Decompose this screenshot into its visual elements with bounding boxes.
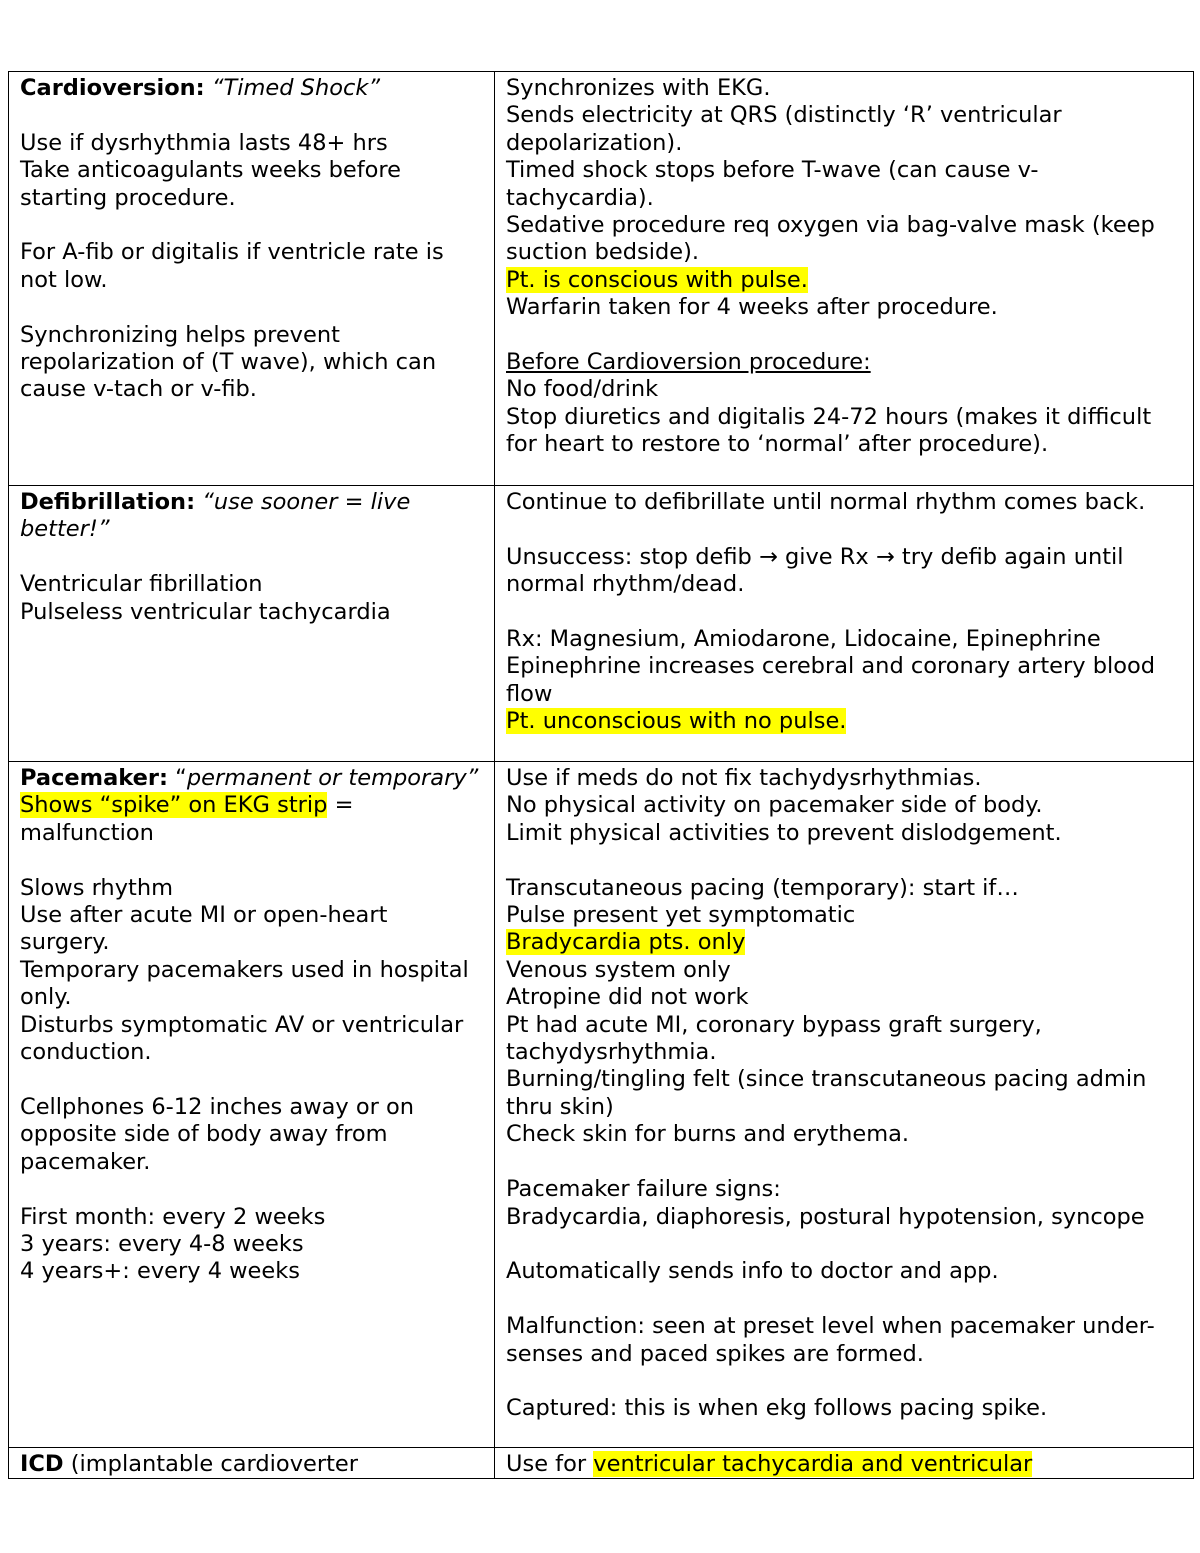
- text-line: [506, 1395, 1183, 1422]
- text-line: [506, 929, 1183, 956]
- text-span: Unsuccess: stop defib → give Rx → try defib again until normal rhythm/dead.: [506, 543, 1131, 598]
- text-line: [506, 212, 1183, 267]
- text-span: Pacemaker:: [20, 765, 169, 791]
- text-line: [20, 571, 484, 598]
- text-line: [20, 765, 484, 792]
- text-line: [506, 1451, 1183, 1478]
- text-line: [506, 820, 1183, 847]
- text-span: “: [168, 765, 187, 791]
- text-line: [20, 102, 484, 129]
- text-line: [506, 1313, 1183, 1368]
- cell-defibrillation-topic: [9, 486, 495, 762]
- text-span: Continue to defibrillate until normal rhythm comes back.: [506, 489, 1146, 515]
- text-span: Venous system only: [506, 956, 731, 983]
- text-line: [506, 1066, 1183, 1121]
- cell-icd-topic: [9, 1448, 495, 1479]
- text-line: [20, 847, 484, 874]
- text-line: [20, 792, 484, 847]
- text-span: Slows rhythm: [20, 874, 174, 901]
- cell-pacemaker-topic: [9, 762, 495, 1448]
- text-line: [506, 75, 1183, 102]
- text-line: [506, 267, 1183, 294]
- text-span: ICD: [20, 1451, 64, 1477]
- text-line: [20, 1451, 484, 1478]
- row-icd: [9, 1448, 1194, 1479]
- text-span: permanent or temporary”: [186, 765, 479, 791]
- text-line: [506, 322, 1183, 349]
- text-line: [506, 404, 1183, 459]
- text-line: [20, 875, 484, 902]
- row-defibrillation: [9, 486, 1194, 762]
- text-line: [506, 489, 1183, 516]
- highlighted-text: Bradycardia pts. only: [506, 929, 746, 956]
- text-line: [506, 1149, 1183, 1176]
- text-span: = malfunction: [20, 792, 361, 846]
- text-span: Rx: Magnesium, Amiodarone, Lidocaine, Epinephrine: [506, 626, 1101, 653]
- text-line: [506, 1121, 1183, 1148]
- text-span: Before Cardioversion procedure:: [506, 349, 871, 376]
- text-line: [506, 1012, 1183, 1067]
- text-line: [20, 157, 484, 212]
- row-cardioversion: [9, 72, 1194, 486]
- cell-cardioversion-topic: [9, 72, 495, 486]
- text-span: Pulse present yet symptomatic: [506, 902, 856, 929]
- text-span: Captured: this is when ekg follows pacing spike.: [506, 1395, 1048, 1422]
- text-line: [20, 322, 484, 404]
- text-span: For A-fib or digitalis if ventricle rate is not low.: [20, 239, 451, 293]
- text-line: [506, 294, 1183, 321]
- highlighted-text: Shows “spike” on EKG strip: [20, 792, 328, 819]
- highlighted-text: ventricular tachycardia and ventricular: [593, 1451, 1033, 1477]
- text-line: [20, 1204, 484, 1231]
- text-span: Temporary pacemakers used in hospital only.: [20, 956, 476, 1011]
- text-line: [506, 1286, 1183, 1313]
- text-line: [20, 1094, 484, 1176]
- row-pacemaker: [9, 762, 1194, 1448]
- text-span: Synchronizing helps prevent repolarization of (T wave), which can cause v-tach or v-fib.: [20, 321, 444, 403]
- text-line: [506, 1368, 1183, 1395]
- text-span: Timed shock stops before T-wave (can cause v-tachycardia).: [506, 157, 1039, 211]
- text-span: Check skin for burns and erythema.: [506, 1121, 910, 1148]
- text-line: [20, 75, 484, 102]
- text-span: 4 years+: every 4 weeks: [20, 1258, 300, 1285]
- text-span: No food/drink: [506, 376, 659, 403]
- text-line: [506, 957, 1183, 984]
- cell-cardioversion-details: [495, 72, 1194, 486]
- text-line: [506, 544, 1183, 599]
- text-span: “use sooner = live better!”: [20, 489, 418, 543]
- text-span: Warfarin taken for 4 weeks after procedure.: [506, 294, 998, 321]
- text-span: Take anticoagulants weeks before starting procedure.: [20, 157, 409, 211]
- text-span: Use after acute MI or open-heart surgery.: [20, 902, 395, 956]
- text-line: [20, 1012, 484, 1067]
- text-span: Use if dysrhythmia lasts 48+ hrs: [20, 129, 388, 156]
- text-line: [20, 212, 484, 239]
- text-line: [506, 902, 1183, 929]
- text-line: [506, 1231, 1183, 1258]
- text-line: [506, 349, 1183, 376]
- text-span: Disturbs symptomatic AV or ventricular conduction.: [20, 1011, 471, 1066]
- text-line: [506, 708, 1183, 735]
- text-span: Automatically sends info to doctor and app.: [506, 1258, 999, 1285]
- text-span: Sedative procedure req oxygen via bag-valve mask (keep suction bedside).: [506, 212, 1162, 266]
- text-line: [506, 653, 1183, 708]
- text-span: Use if meds do not fix tachydysrhythmias.: [506, 765, 982, 791]
- text-line: [20, 902, 484, 957]
- text-line: [506, 1258, 1183, 1285]
- text-span: (implantable cardioverter: [63, 1451, 359, 1477]
- text-line: [20, 957, 484, 1012]
- text-line: [506, 626, 1183, 653]
- text-span: Pulseless ventricular tachycardia: [20, 598, 391, 625]
- text-span: No physical activity on pacemaker side of body.: [506, 792, 1043, 819]
- text-line: [506, 847, 1183, 874]
- text-line: [506, 1176, 1183, 1203]
- cell-pacemaker-details: [495, 762, 1194, 1448]
- text-line: [20, 1231, 484, 1258]
- text-span: Malfunction: seen at preset level when pacemaker under-senses and paced spikes are formed.: [506, 1313, 1155, 1367]
- text-line: [20, 544, 484, 571]
- notes-table: [8, 71, 1194, 1479]
- text-line: [20, 294, 484, 321]
- text-line: [506, 157, 1183, 212]
- text-span: Defibrillation:: [20, 489, 196, 515]
- text-line: [506, 376, 1183, 403]
- text-span: Epinephrine increases cerebral and coronary artery blood flow: [506, 653, 1163, 707]
- text-span: “Timed Shock”: [204, 75, 381, 101]
- text-line: [20, 1258, 484, 1285]
- text-line: [20, 599, 484, 626]
- text-span: 3 years: every 4-8 weeks: [20, 1230, 304, 1257]
- text-line: [506, 599, 1183, 626]
- highlighted-text: Pt. unconscious with no pulse.: [506, 708, 847, 735]
- text-line: [20, 489, 484, 544]
- text-span: Transcutaneous pacing (temporary): start if…: [506, 874, 1019, 901]
- text-span: Use for: [506, 1451, 594, 1477]
- text-line: [506, 102, 1183, 157]
- text-span: Cellphones 6-12 inches away or on opposite side of body away from pacemaker.: [20, 1093, 422, 1175]
- text-line: [506, 875, 1183, 902]
- text-line: [506, 792, 1183, 819]
- text-line: [506, 516, 1183, 543]
- text-span: Ventricular fibrillation: [20, 571, 263, 598]
- text-line: [20, 239, 484, 294]
- text-span: First month: every 2 weeks: [20, 1203, 326, 1230]
- text-line: [506, 984, 1183, 1011]
- text-span: Stop diuretics and digitalis 24-72 hours (makes it difficult for heart to restore to ‘normal’ after procedure).: [506, 403, 1159, 458]
- text-span: Cardioversion:: [20, 75, 205, 101]
- text-span: Bradycardia, diaphoresis, postural hypotension, syncope: [506, 1203, 1145, 1230]
- text-line: [506, 1204, 1183, 1231]
- text-line: [20, 1176, 484, 1203]
- text-span: Pacemaker failure signs:: [506, 1176, 781, 1203]
- text-span: Atropine did not work: [506, 984, 749, 1011]
- text-span: Pt had acute MI, coronary bypass graft surgery, tachydysrhythmia.: [506, 1011, 1049, 1066]
- cell-icd-details: [495, 1448, 1194, 1479]
- text-span: Burning/tingling felt (since transcutaneous pacing admin thru skin): [506, 1066, 1154, 1120]
- text-span: Sends electricity at QRS (distinctly ‘R’ ventricular depolarization).: [506, 102, 1069, 156]
- text-span: Synchronizes with EKG.: [506, 75, 771, 101]
- text-line: [506, 765, 1183, 792]
- text-line: [20, 1066, 484, 1093]
- cell-defibrillation-details: [495, 486, 1194, 762]
- text-line: [20, 130, 484, 157]
- highlighted-text: Pt. is conscious with pulse.: [506, 266, 808, 293]
- text-span: Limit physical activities to prevent dislodgement.: [506, 819, 1062, 846]
